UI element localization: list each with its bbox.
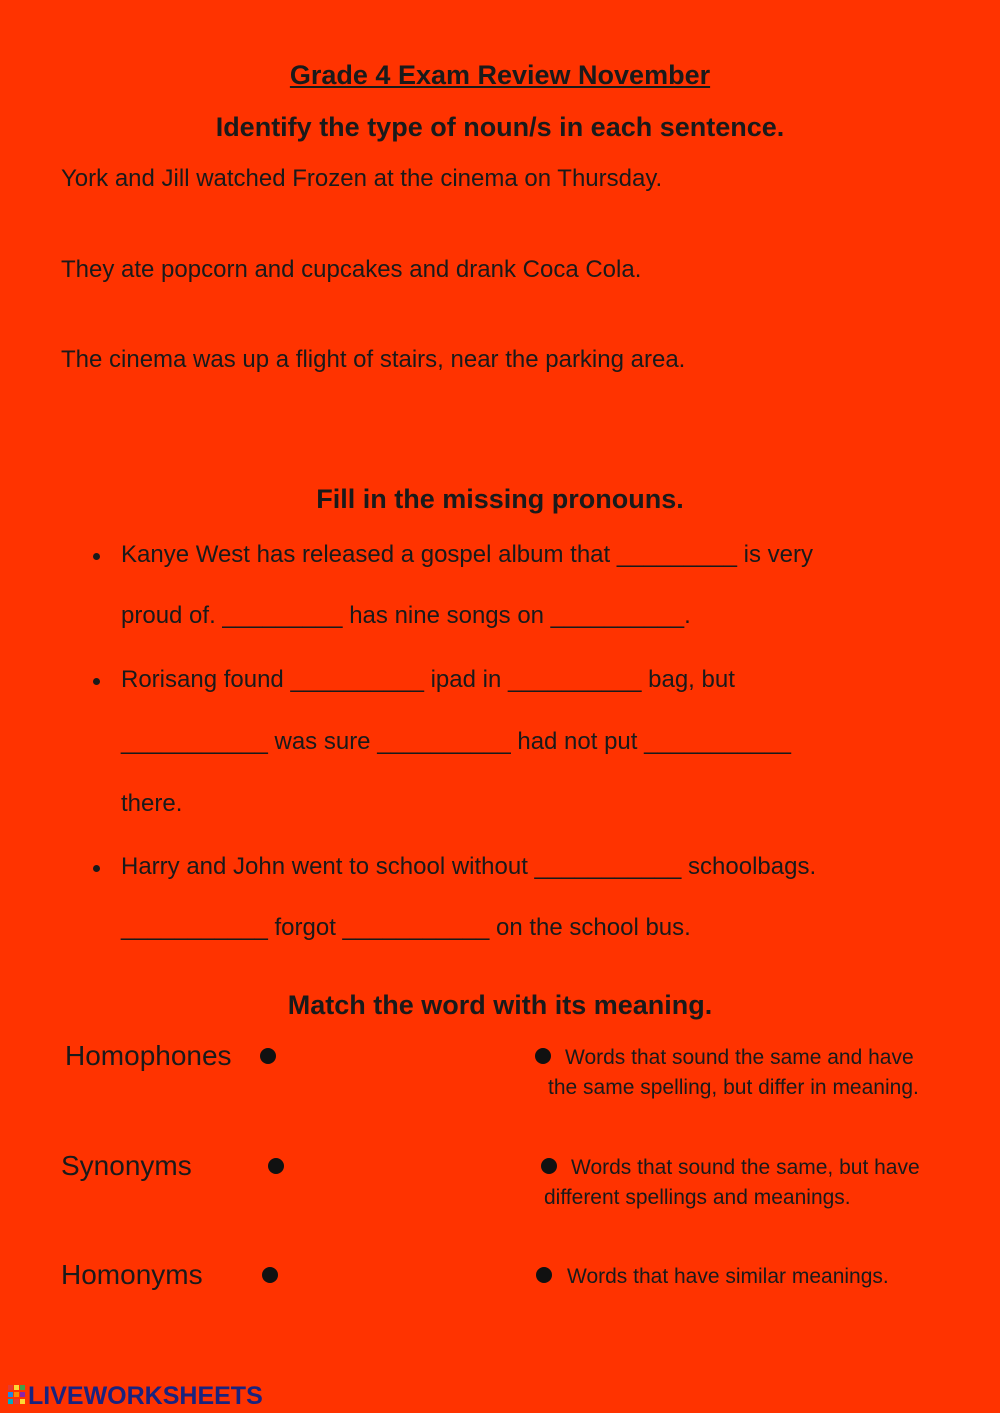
- sentence-3: The cinema was up a flight of stairs, near the parking area.: [61, 346, 686, 373]
- match-dot-right-3[interactable]: [536, 1267, 552, 1283]
- sentence-2: They ate popcorn and cupcakes and drank Coca Cola.: [61, 256, 642, 283]
- section-heading-match: Match the word with its meaning.: [287, 990, 713, 1020]
- pronoun-line-5: there.: [121, 790, 183, 817]
- section-heading-pronouns: Fill in the missing pronouns.: [316, 484, 684, 514]
- liveworksheets-logo-text: LIVEWORKSHEETS: [28, 1382, 263, 1410]
- bullet-icon: [93, 553, 100, 560]
- liveworksheets-logo-icon: [8, 1385, 27, 1405]
- match-dot-left-1[interactable]: [260, 1048, 276, 1064]
- match-definition-3: Words that have similar meanings.: [567, 1265, 889, 1288]
- pronoun-line-4: ___________ was sure __________ had not put ___________: [121, 728, 791, 755]
- sentence-1: York and Jill watched Frozen at the cinema on Thursday.: [61, 165, 663, 192]
- match-definition-2: Words that sound the same, but have different spellings and meanings.: [544, 1156, 920, 1209]
- bullet-icon: [93, 865, 100, 872]
- match-dot-left-3[interactable]: [262, 1267, 278, 1283]
- section-heading-nouns: Identify the type of noun/s in each sentence.: [215, 112, 785, 142]
- page-title: Grade 4 Exam Review November: [289, 60, 711, 90]
- pronoun-line-1: Kanye West has released a gospel album that _________ is very: [121, 541, 813, 568]
- match-dot-left-2[interactable]: [268, 1158, 284, 1174]
- pronoun-line-2: proud of. _________ has nine songs on __________.: [121, 602, 691, 629]
- pronoun-line-3: Rorisang found __________ ipad in __________ bag, but: [121, 666, 735, 693]
- bullet-icon: [93, 678, 100, 685]
- match-term-homonyms: Homonyms: [61, 1259, 203, 1290]
- match-term-synonyms: Synonyms: [61, 1150, 192, 1181]
- match-term-homophones: Homophones: [65, 1040, 232, 1071]
- pronoun-line-6: Harry and John went to school without ___________ schoolbags.: [121, 853, 817, 880]
- match-definition-1: Words that sound the same and have the same spelling, but differ in meaning.: [548, 1046, 919, 1099]
- pronoun-line-7: ___________ forgot ___________ on the school bus.: [121, 914, 691, 941]
